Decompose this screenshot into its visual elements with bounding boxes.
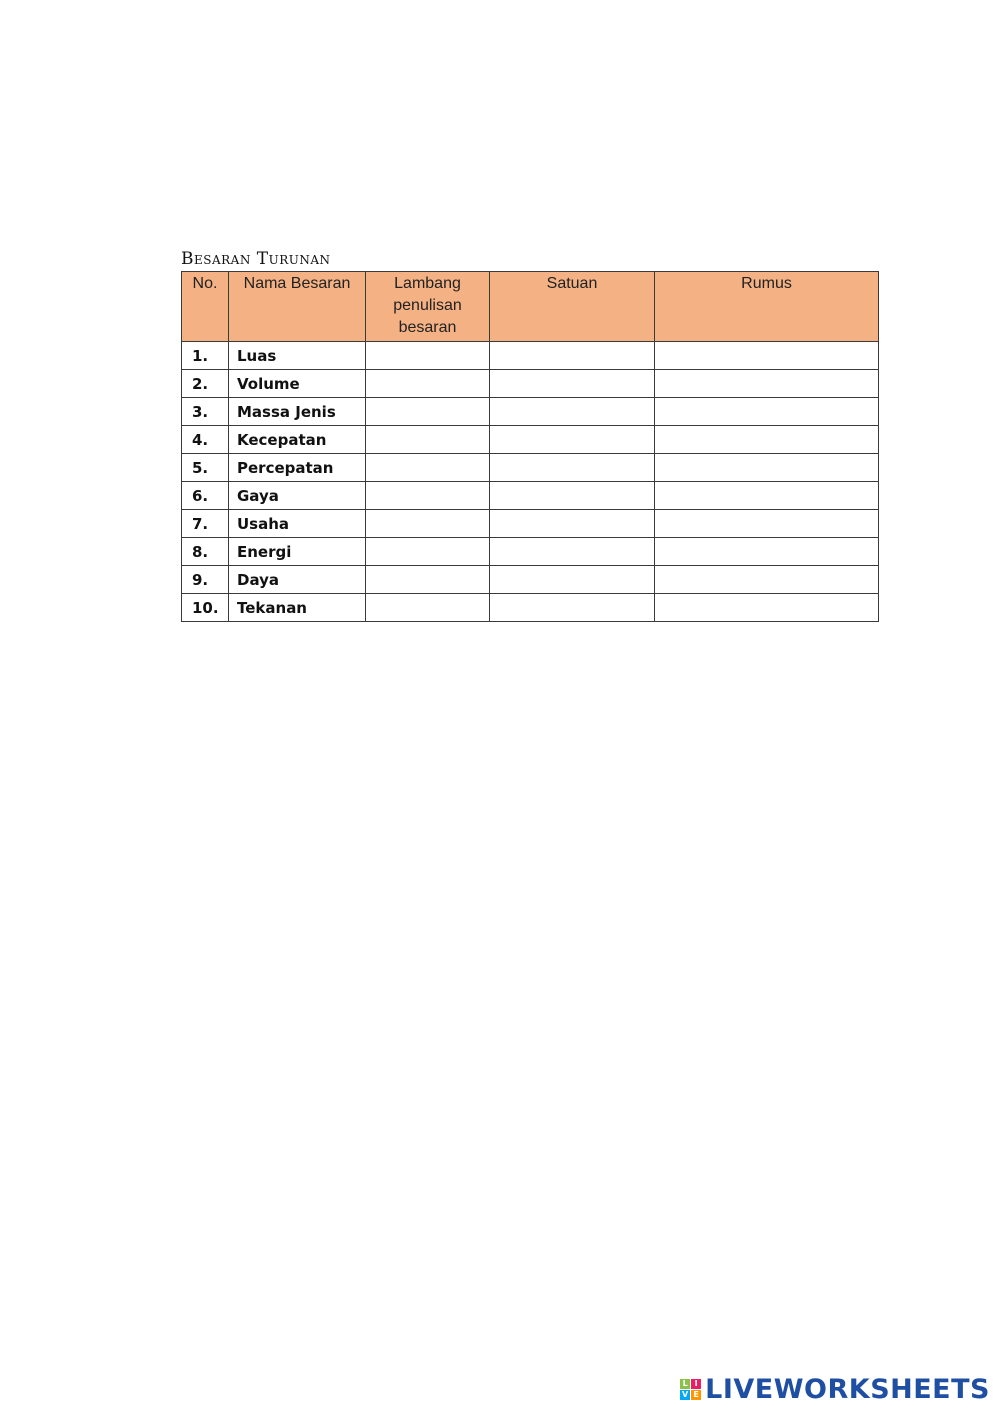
table-row (182, 370, 879, 398)
lambang-answer-cell[interactable] (366, 426, 490, 454)
besaran-turunan-table (181, 271, 879, 622)
table-row (182, 454, 879, 482)
satuan-answer-cell[interactable] (490, 510, 655, 538)
satuan-answer-cell[interactable] (490, 370, 655, 398)
logo-tile-e: E (691, 1390, 701, 1400)
header-lambang: Lambang penulisan besaran (366, 272, 490, 342)
table-row (182, 426, 879, 454)
nama-besaran-cell: Kecepatan (229, 426, 366, 454)
header-satuan: Satuan (490, 272, 655, 342)
row-number: 1. (182, 342, 229, 370)
header-no: No. (182, 272, 229, 342)
rumus-answer-cell[interactable] (655, 398, 879, 426)
lambang-answer-cell[interactable] (366, 454, 490, 482)
row-number: 2. (182, 370, 229, 398)
nama-besaran-cell: Daya (229, 566, 366, 594)
nama-besaran-cell: Energi (229, 538, 366, 566)
logo-text: LIVEWORKSHEETS (705, 1374, 990, 1405)
table-row (182, 594, 879, 622)
lambang-answer-cell[interactable] (366, 482, 490, 510)
nama-besaran-cell: Usaha (229, 510, 366, 538)
header-row (182, 272, 879, 342)
nama-besaran-cell: Gaya (229, 482, 366, 510)
table-header (182, 272, 879, 342)
row-number: 9. (182, 566, 229, 594)
satuan-answer-cell[interactable] (490, 454, 655, 482)
nama-besaran-cell: Volume (229, 370, 366, 398)
nama-besaran-cell: Percepatan (229, 454, 366, 482)
logo-tile-i: I (691, 1379, 701, 1389)
liveworksheets-logo (680, 1374, 990, 1405)
header-rumus: Rumus (655, 272, 879, 342)
rumus-answer-cell[interactable] (655, 426, 879, 454)
nama-besaran-cell: Tekanan (229, 594, 366, 622)
table-row (182, 342, 879, 370)
logo-tile-v: V (682, 1390, 689, 1399)
row-number: 3. (182, 398, 229, 426)
satuan-answer-cell[interactable] (490, 342, 655, 370)
lambang-answer-cell[interactable] (366, 594, 490, 622)
table-row (182, 538, 879, 566)
satuan-answer-cell[interactable] (490, 426, 655, 454)
liveworksheets-logo-icon (680, 1379, 701, 1400)
rumus-answer-cell[interactable] (655, 482, 879, 510)
lambang-answer-cell[interactable] (366, 510, 490, 538)
row-number: 6. (182, 482, 229, 510)
row-number: 7. (182, 510, 229, 538)
row-number: 4. (182, 426, 229, 454)
row-number: 5. (182, 454, 229, 482)
rumus-answer-cell[interactable] (655, 594, 879, 622)
table-row (182, 510, 879, 538)
nama-besaran-cell: Luas (229, 342, 366, 370)
lambang-answer-cell[interactable] (366, 342, 490, 370)
rumus-answer-cell[interactable] (655, 538, 879, 566)
satuan-answer-cell[interactable] (490, 566, 655, 594)
rumus-answer-cell[interactable] (655, 342, 879, 370)
lambang-answer-cell[interactable] (366, 398, 490, 426)
row-number: 10. (182, 594, 229, 622)
row-number: 8. (182, 538, 229, 566)
table-body (182, 342, 879, 622)
satuan-answer-cell[interactable] (490, 594, 655, 622)
table-row (182, 398, 879, 426)
logo-tile-l: L (680, 1379, 690, 1389)
satuan-answer-cell[interactable] (490, 538, 655, 566)
table-row (182, 566, 879, 594)
satuan-answer-cell[interactable] (490, 482, 655, 510)
header-nama-besaran: Nama Besaran (229, 272, 366, 342)
rumus-answer-cell[interactable] (655, 510, 879, 538)
rumus-answer-cell[interactable] (655, 370, 879, 398)
lambang-answer-cell[interactable] (366, 538, 490, 566)
table-row (182, 482, 879, 510)
satuan-answer-cell[interactable] (490, 398, 655, 426)
rumus-answer-cell[interactable] (655, 566, 879, 594)
lambang-answer-cell[interactable] (366, 566, 490, 594)
page-title: Besaran Turunan (181, 249, 331, 269)
lambang-answer-cell[interactable] (366, 370, 490, 398)
rumus-answer-cell[interactable] (655, 454, 879, 482)
nama-besaran-cell: Massa Jenis (229, 398, 366, 426)
